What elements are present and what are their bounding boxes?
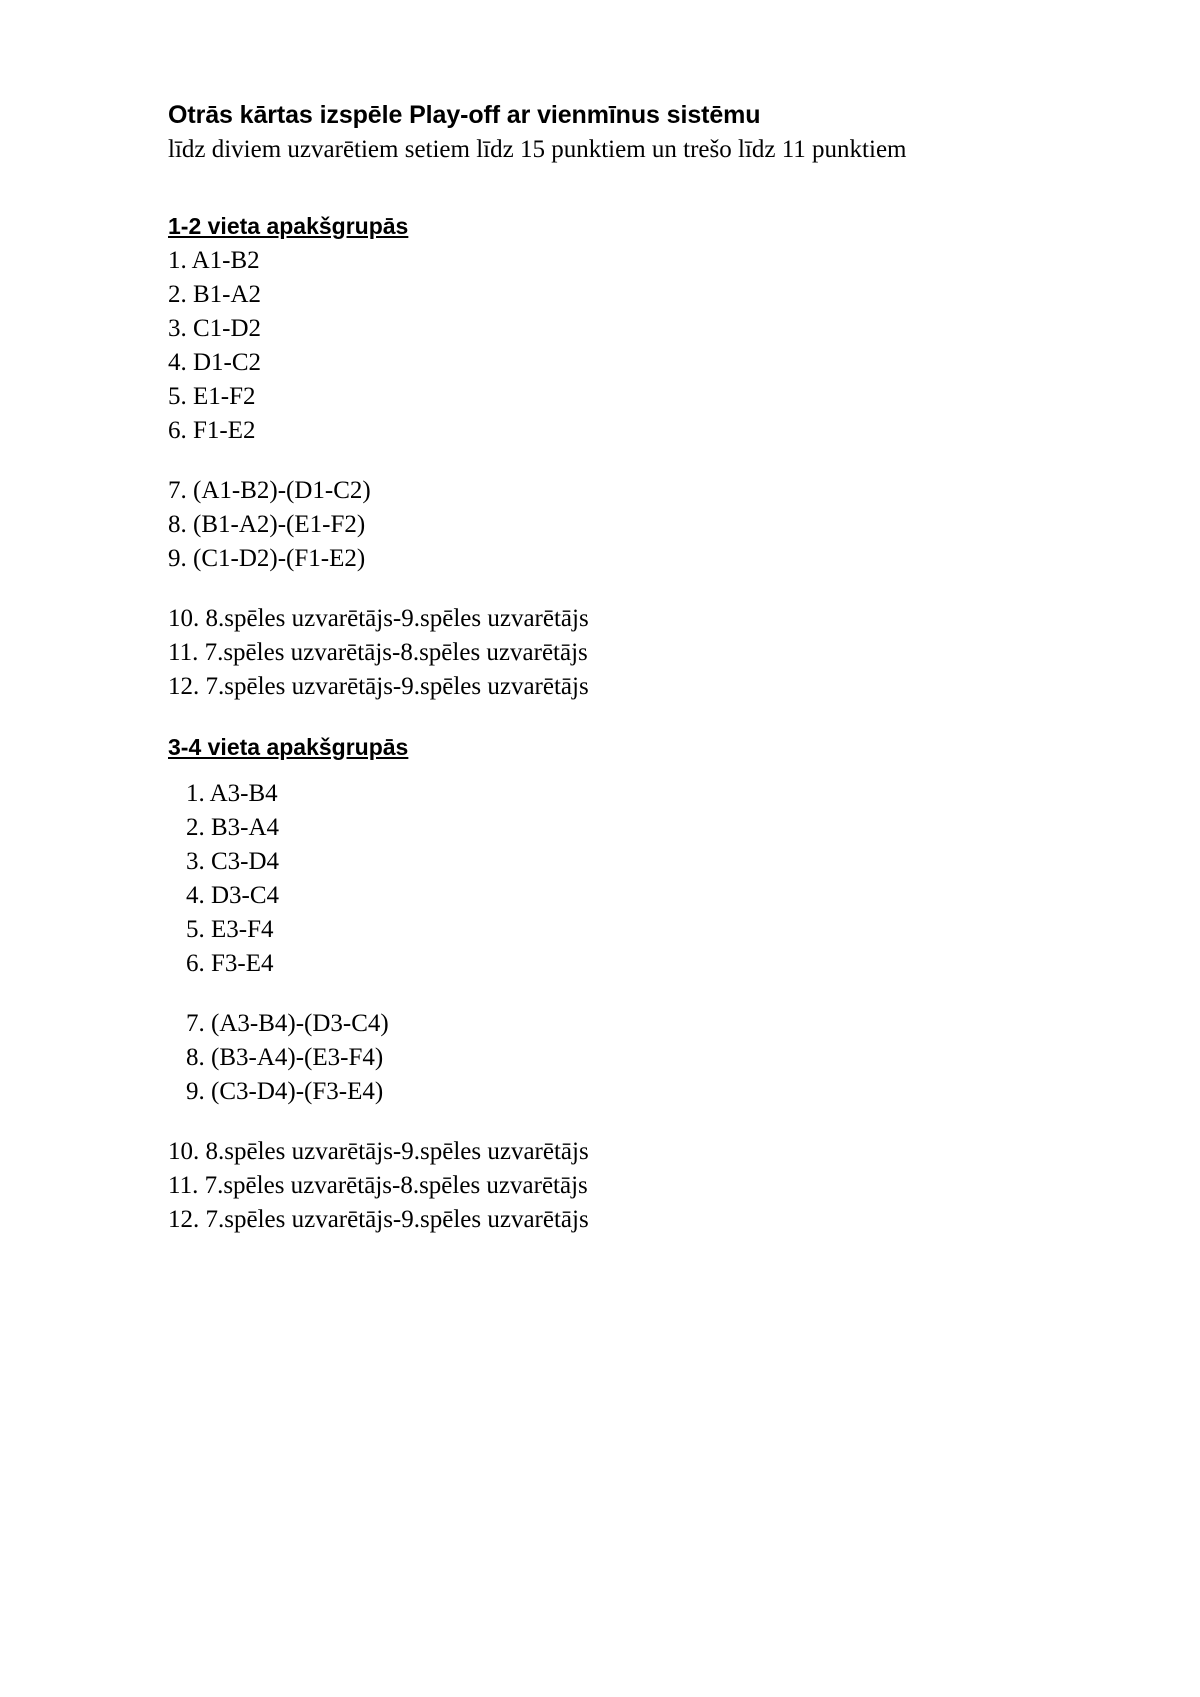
match-list-round-3 — [168, 602, 1050, 704]
list-item: 10. 8.spēles uzvarētājs-9.spēles uzvarētājs — [168, 604, 589, 632]
match-list-round-1 — [168, 777, 1050, 981]
list-item: 1. A1-B2 — [168, 246, 260, 274]
section-heading: 3-4 vieta apakšgrupās — [168, 733, 409, 760]
document-intro: līdz diviem uzvarētiem setiem līdz 15 punktiem un trešo līdz 11 punktiem — [168, 135, 907, 163]
list-item: 2. B3-A4 — [186, 813, 280, 841]
list-item: 6. F3-E4 — [186, 949, 274, 977]
list-item: 8. (B3-A4)-(E3-F4) — [186, 1043, 384, 1071]
page-title: Otrās kārtas izspēle Play-off ar vienmīnus sistēmu — [168, 101, 761, 129]
list-item: 8. (B1-A2)-(E1-F2) — [168, 510, 366, 538]
list-item: 7. (A1-B2)-(D1-C2) — [168, 476, 371, 504]
list-item: 1. A3-B4 — [186, 779, 278, 807]
list-item: 3. C3-D4 — [186, 847, 280, 875]
section-1-2-vieta — [168, 213, 1050, 704]
list-item: 7. (A3-B4)-(D3-C4) — [186, 1009, 389, 1037]
list-item: 12. 7.spēles uzvarētājs-9.spēles uzvarētājs — [168, 1205, 589, 1233]
match-list-round-2 — [168, 474, 1050, 576]
list-item: 2. B1-A2 — [168, 280, 262, 308]
list-item: 4. D1-C2 — [168, 348, 262, 376]
list-item: 3. C1-D2 — [168, 314, 262, 342]
list-item: 5. E1-F2 — [168, 382, 256, 410]
list-item: 6. F1-E2 — [168, 416, 256, 444]
list-item: 10. 8.spēles uzvarētājs-9.spēles uzvarētājs — [168, 1137, 589, 1165]
list-item: 11. 7.spēles uzvarētājs-8.spēles uzvarētājs — [168, 1171, 588, 1199]
list-item: 11. 7.spēles uzvarētājs-8.spēles uzvarētājs — [168, 638, 588, 666]
list-item: 4. D3-C4 — [186, 881, 280, 909]
list-item: 5. E3-F4 — [186, 915, 274, 943]
list-item: 9. (C3-D4)-(F3-E4) — [186, 1077, 384, 1105]
match-list-round-1 — [168, 244, 1050, 448]
section-heading: 1-2 vieta apakšgrupās — [168, 212, 409, 239]
match-list-round-3 — [168, 1135, 1050, 1237]
match-list-round-2 — [168, 1007, 1050, 1109]
list-item: 12. 7.spēles uzvarētājs-9.spēles uzvarētājs — [168, 672, 589, 700]
section-3-4-vieta — [168, 734, 1050, 1237]
list-item: 9. (C1-D2)-(F1-E2) — [168, 544, 366, 572]
